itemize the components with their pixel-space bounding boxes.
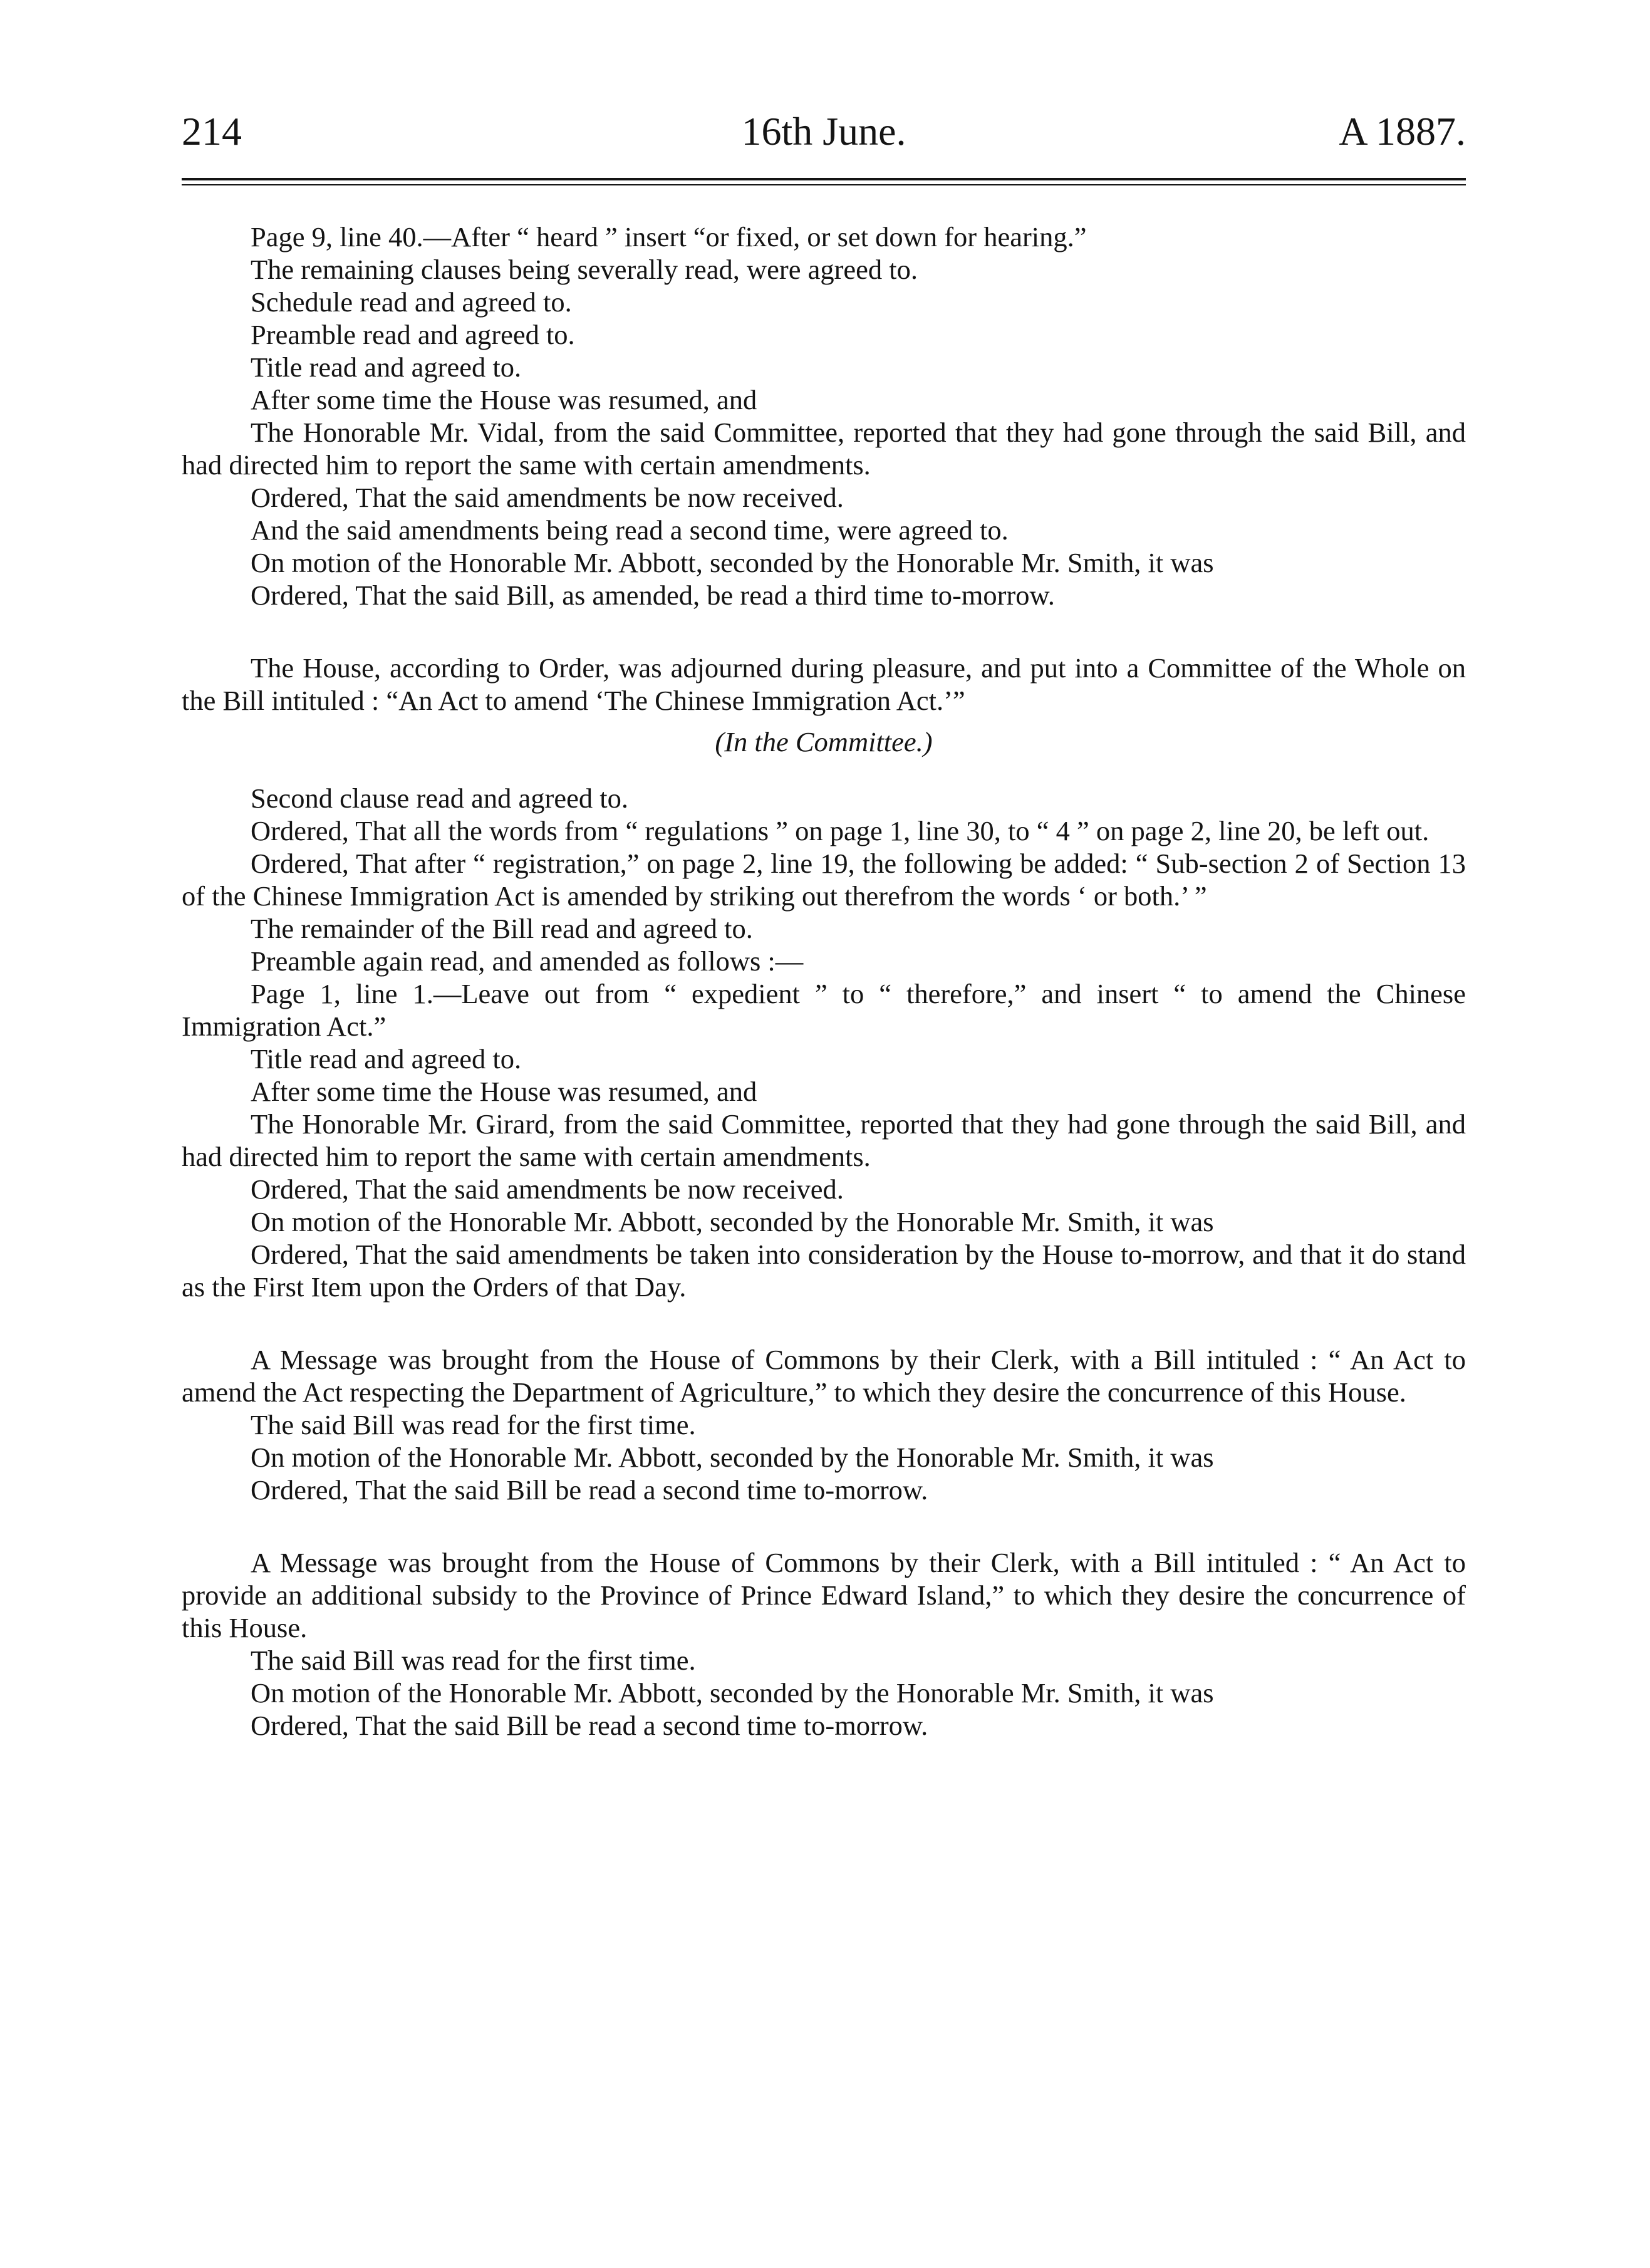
page-header [182, 94, 1466, 169]
paragraph: Page 1, line 1.—Leave out from “ expedient ” to “ therefore,” and insert “ to amend the Chinese Immigration Act.” [182, 978, 1466, 1042]
paragraph: After some time the House was resumed, and [251, 384, 757, 415]
journal-entry [182, 1546, 1466, 1742]
paragraph: Ordered, That the said amendments be now received. [251, 1173, 844, 1205]
paragraph: The House, according to Order, was adjourned during pleasure, and put into a Committee of the Whole on the Bill intituled : “An Act to amend ‘The Chinese Immigration Act.’” [182, 652, 1466, 716]
paragraph: The said Bill was read for the first time. [251, 1409, 696, 1440]
page-year: A 1887. [1339, 109, 1466, 153]
paragraph: On motion of the Honorable Mr. Abbott, seconded by the Honorable Mr. Smith, it was [251, 1442, 1214, 1473]
paragraph: The remaining clauses being severally read, were agreed to. [251, 254, 918, 285]
committee-heading: (In the Committee.) [715, 726, 933, 757]
header-rule [182, 178, 1466, 185]
journal-entry [182, 221, 1466, 611]
paragraph: A Message was brought from the House of Commons by their Clerk, with a Bill intituled : “ An Act to amend the Act respecting the Department of Agriculture,” to which they desire the concurrence of this House. [182, 1344, 1466, 1408]
paragraph: Ordered, That the said Bill be read a second time to-morrow. [251, 1474, 928, 1506]
paragraph: Preamble read and agreed to. [251, 319, 575, 350]
paragraph: Ordered, That the said Bill, as amended, be read a third time to-morrow. [251, 580, 1055, 611]
paragraph: On motion of the Honorable Mr. Abbott, seconded by the Honorable Mr. Smith, it was [251, 1206, 1214, 1237]
paragraph: On motion of the Honorable Mr. Abbott, seconded by the Honorable Mr. Smith, it was [251, 547, 1214, 578]
paragraph: Ordered, That the said Bill be read a second time to-morrow. [251, 1710, 928, 1741]
journal-page [182, 94, 1466, 1742]
paragraph: Ordered, That after “ registration,” on page 2, line 19, the following be added: “ Sub-section 2 of Section 13 of the Chinese Immigration Act is amended by striking out therefrom the words ‘ or both.’ ” [182, 848, 1466, 912]
paragraph: The Honorable Mr. Girard, from the said Committee, reported that they had gone through the said Bill, and had directed him to report the same with certain amendments. [182, 1108, 1466, 1172]
paragraph: Ordered, That the said amendments be now received. [251, 482, 844, 513]
page-number: 214 [182, 109, 242, 153]
paragraph: Page 9, line 40.—After “ heard ” insert “or fixed, or set down for hearing.” [251, 221, 1087, 252]
paragraph: Preamble again read, and amended as follows :— [251, 945, 804, 977]
paragraph: Title read and agreed to. [251, 351, 522, 383]
journal-entry [182, 652, 1466, 1303]
paragraph: Title read and agreed to. [251, 1043, 522, 1074]
paragraph: Second clause read and agreed to. [251, 783, 628, 814]
paragraph: After some time the House was resumed, and [251, 1076, 757, 1107]
paragraph: Ordered, That the said amendments be taken into consideration by the House to-morrow, and that it do stand as the First Item upon the Orders of that Day. [182, 1239, 1466, 1303]
paragraph: The remainder of the Bill read and agreed to. [251, 913, 753, 944]
paragraph: On motion of the Honorable Mr. Abbott, seconded by the Honorable Mr. Smith, it was [251, 1677, 1214, 1709]
paragraph: The said Bill was read for the first time. [251, 1645, 696, 1676]
paragraph: And the said amendments being read a second time, were agreed to. [251, 514, 1009, 546]
page-date: 16th June. [741, 109, 906, 153]
paragraph: Schedule read and agreed to. [251, 286, 572, 318]
paragraph: The Honorable Mr. Vidal, from the said Committee, reported that they had gone through the said Bill, and had directed him to report the same with certain amendments. [182, 417, 1466, 481]
journal-entry [182, 1343, 1466, 1506]
paragraph: Ordered, That all the words from “ regulations ” on page 1, line 30, to “ 4 ” on page 2, line 20, be left out. [251, 815, 1429, 846]
paragraph: A Message was brought from the House of Commons by their Clerk, with a Bill intituled : “ An Act to provide an additional subsidy to the Province of Prince Edward Island,” to which they desire the concurrence of this House. [182, 1547, 1466, 1643]
